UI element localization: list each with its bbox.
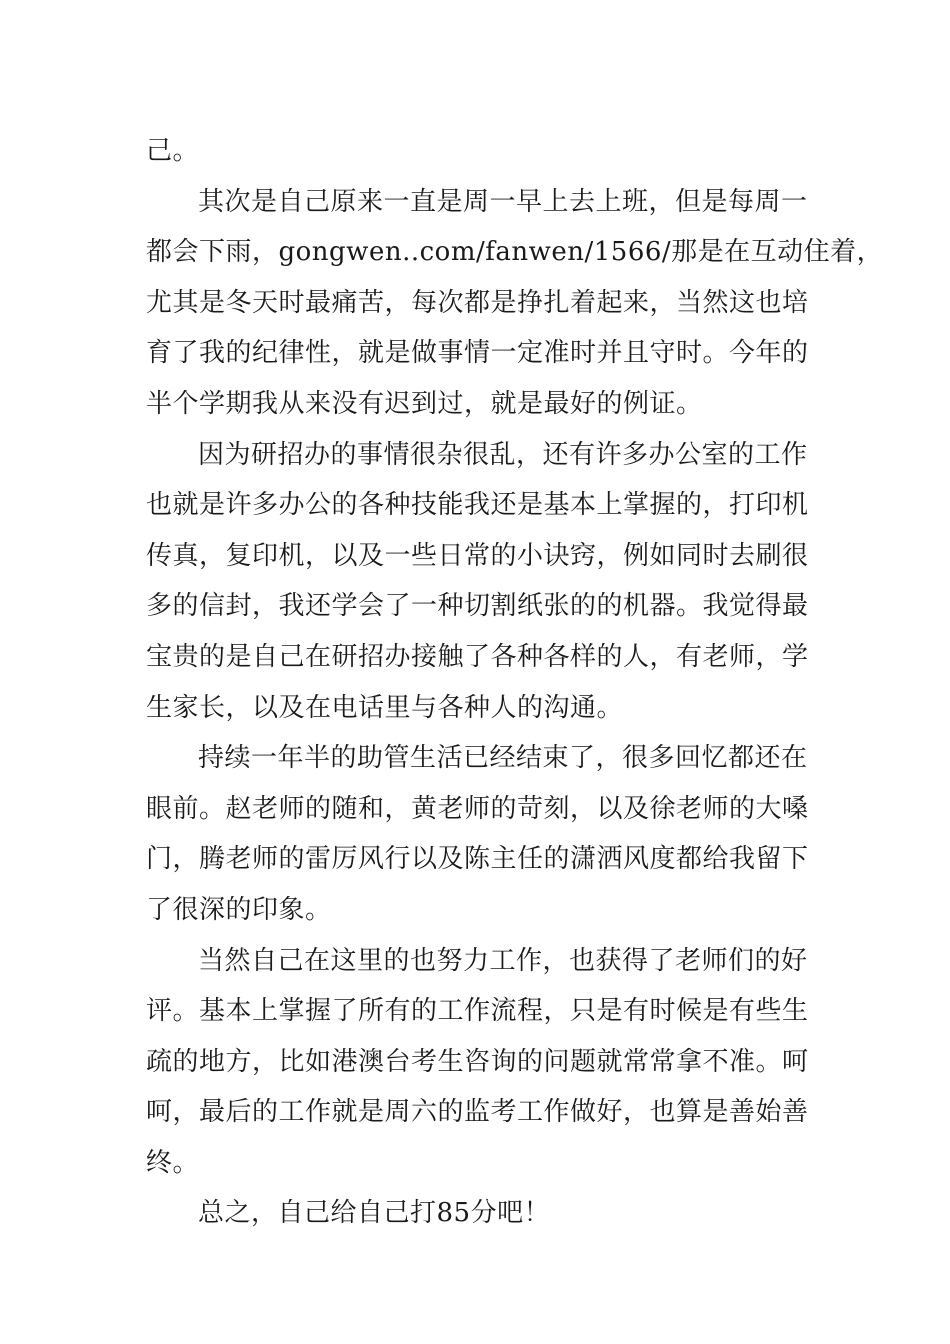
text-line: 传真，复印机，以及一些日常的小诀窍，例如同时去刷很 [146,540,809,571]
text-line: 疏的地方，比如港澳台考生咨询的问题就常常拿不准。呵 [146,1046,809,1077]
paragraph-first-line: 总之，自己给自己打85分吧！ [198,1198,551,1229]
text-line: 生家长，以及在电话里与各种人的沟通。 [146,692,624,723]
text-line: 都会下雨，gongwen..com/fanwen/1566/那是在互动住着， [146,237,884,268]
document-body [146,126,884,1239]
paragraph-first-line: 因为研招办的事情很杂很乱，还有许多办公室的工作 [198,439,808,470]
text-line: 育了我的纪律性，就是做事情一定准时并且守时。今年的 [146,338,809,369]
text-line: 半个学期我从来没有迟到过，就是最好的例证。 [146,388,703,419]
text-line: 眼前。赵老师的随和，黄老师的苛刻，以及徐老师的大嗓 [146,793,809,824]
text-line: 也就是许多办公的各种技能我还是基本上掌握的，打印机 [146,490,809,521]
paragraph-first-line: 其次是自己原来一直是周一早上去上班，但是每周一 [198,186,808,217]
text-line: 了很深的印象。 [146,894,332,925]
text-line: 尤其是冬天时最痛苦，每次都是挣扎着起来，当然这也培 [146,287,809,318]
text-line: 呵，最后的工作就是周六的监考工作做好，也算是善始善 [146,1097,809,1128]
paragraph-first-line: 当然自己在这里的也努力工作，也获得了老师们的好 [198,945,808,976]
text-line: 终。 [146,1147,200,1178]
text-line: 门，腾老师的雷厉风行以及陈主任的潇洒风度都给我留下 [146,844,809,875]
paragraph-first-line: 持续一年半的助管生活已经结束了，很多回忆都还在 [198,743,808,774]
text-line: 评。基本上掌握了所有的工作流程，只是有时候是有些生 [146,996,809,1027]
text-line: 己。 [146,136,200,166]
text-line: 多的信封，我还学会了一种切割纸张的的机器。我觉得最 [146,591,809,622]
text-line: 宝贵的是自己在研招办接触了各种各样的人，有老师，学 [146,641,809,672]
